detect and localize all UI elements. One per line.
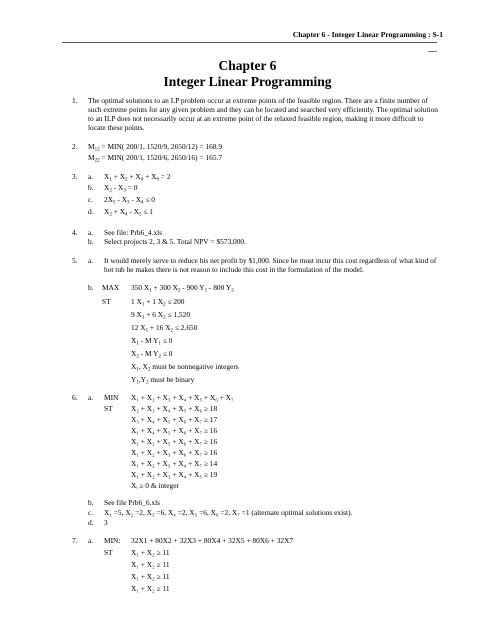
q4-b-text: Select projects 2, 3 & 5. Total NPV = $573,000. — [104, 237, 246, 246]
q5-a-label: a. — [88, 256, 94, 265]
q3-d-label: d. — [88, 207, 94, 216]
q7-st-label: ST — [104, 548, 113, 557]
q7-min-label: MIN: — [104, 536, 121, 545]
q6-min-label: MIN — [104, 393, 119, 402]
q5-st-label: ST — [102, 297, 111, 306]
q6-constraint: X₃ + X₄ + X₅ + X₆ + X₇ ≥ 17 — [131, 415, 218, 424]
q5-b-label: b. — [88, 283, 94, 292]
q7-constraint: X₁ + X₂ ≥ 11 — [131, 548, 170, 557]
q1-text: The optimal solutions to an LP problem occur at extreme points of the feasible region. There are a finite number of such extreme points for any given problem and they can be located and searched very efficiently. The optimal solution to an ILP does not necessarily occur at an extreme point of the relaxed feasible region, making it more difficult to locate these points. — [88, 96, 438, 132]
q5-c1: 1 $X_1 + 1$ $X_2 \le 200$ — [131, 297, 185, 308]
q3-d-text: $X_2 + X_4 - X_5 \le 1$ — [104, 207, 153, 218]
q7-number: 7. — [72, 536, 78, 545]
q6-b-label: b. — [88, 498, 94, 507]
q5-objective: 350 $X_1 + 300$ $X_2 - 900$ $Y_1 - 800$ $Y_2$ — [131, 283, 234, 294]
q2-line2: $M_{22} = MIN$( 200/1, 1520/6, 2650/16) = 165.7 — [88, 153, 223, 164]
q7-constraint: X₁ + X₂ ≥ 11 — [131, 560, 170, 569]
q6-st-label: ST — [104, 404, 113, 413]
chapter-subtitle: Integer Linear Programming — [163, 74, 332, 89]
q6-number: 6. — [72, 393, 78, 402]
q6-constraint: X₁ + X₂ + X₃ + X₄ + X₇ ≥ 14 — [131, 459, 218, 468]
q3-a-text: $X_1 + X_2 + X_4 + X_6 = 2$ — [104, 172, 171, 183]
q4-a-label: a. — [88, 228, 94, 237]
q5-c4: $X_1$ - M $Y_1 \le 0$ — [131, 336, 173, 347]
q6-constraint: X₁ + X₂ + X₃ + X₆ + X₇ ≥ 16 — [131, 448, 218, 457]
q4-a-text: See file: Prb6_4.xls — [104, 228, 163, 237]
q3-a-label: a. — [88, 172, 94, 181]
q5-max-label: MAX — [102, 283, 120, 292]
q6-b-text: See file Prb6_6.xls — [104, 498, 161, 507]
q6-constraint: X₁ + X₂ + X₃ + X₄ + X₅ ≥ 19 — [131, 470, 218, 479]
q7-constraint: X₁ + X₂ ≥ 11 — [131, 584, 170, 593]
q4-number: 4. — [72, 228, 78, 237]
q5-c6: $X_1$, $X_2$ must be nonnegative integers — [131, 362, 239, 373]
q6-constraint: X₂ + X₃ + X₄ + X₅ + X₆ ≥ 18 — [131, 404, 218, 413]
q3-number: 3. — [72, 172, 78, 181]
q3-b-text: $X_2 - X_3 = 0$ — [104, 183, 138, 194]
q6-objective: X₁ + X₂ + X₃ + X₄ + X₅ + X₆ + X₇ — [131, 393, 234, 402]
q6-d-text: 3 — [104, 518, 108, 527]
q5-c2: 9 $X_1 + 6$ $X_2 \le 1,520$ — [131, 310, 191, 321]
q6-a-label: a. — [88, 393, 94, 402]
q5-c7: $Y_1,Y_2$ must be binary — [131, 375, 195, 386]
q7-constraint: X₁ + X₂ ≥ 11 — [131, 572, 170, 581]
q7-a-label: a. — [88, 536, 94, 545]
chapter-title: Chapter 6 — [218, 58, 277, 73]
q6-constraint: X₁ + X₂ + X₅ + X₆ + X₇ ≥ 16 — [131, 437, 218, 446]
q3-c-text: $2X_5 - X_3 - X_4 \le 0$ — [104, 195, 155, 206]
q5-a-text: It would merely serve to reduce his net profit by $1,000. Since he must incur this cost regardless of what kind of hot tub he makes there is not reason to include this cost in the formulation of the model. — [104, 256, 437, 274]
q7-objective: 32X1 + 80X2 + 32X3 + 80X4 + 32X5 + 80X6 + 32X7 — [131, 536, 294, 545]
q6-d-label: d. — [88, 518, 94, 527]
q6-constraint: X₁ + X₄ + X₅ + X₆ + X₇ ≥ 16 — [131, 426, 218, 435]
q4-b-label: b. — [88, 237, 94, 246]
q5-c3: 12 $X_1 + 16$ $X_2 \le 2,650$ — [131, 323, 198, 334]
q1-number: 1. — [72, 96, 78, 105]
q6-integer: Xᵢ ≥ 0 & integer — [131, 481, 179, 490]
q2-number: 2. — [72, 142, 78, 151]
page-header: Chapter 6 - Integer Linear Programming : S-1 — [292, 30, 443, 39]
q6-c-text: X₁ =5, X₂ =2, X₃ =6, X₄ =2, X₅ =6, X₆ =2, X₇ =1 (alternate optimal solutions exist). — [104, 508, 353, 517]
q6-c-label: c. — [88, 508, 94, 517]
q5-c5: $X_2$ - M $Y_2 \le 0$ — [131, 349, 173, 360]
q3-b-label: b. — [88, 183, 94, 192]
q3-c-label: c. — [88, 195, 94, 204]
header-rule — [62, 42, 437, 43]
q5-number: 5. — [72, 256, 78, 265]
header-rule-short — [428, 51, 437, 52]
q2-line1: $M_{12} = MIN$( 200/1, 1520/9, 2650/12) = 168.9 — [88, 142, 223, 153]
